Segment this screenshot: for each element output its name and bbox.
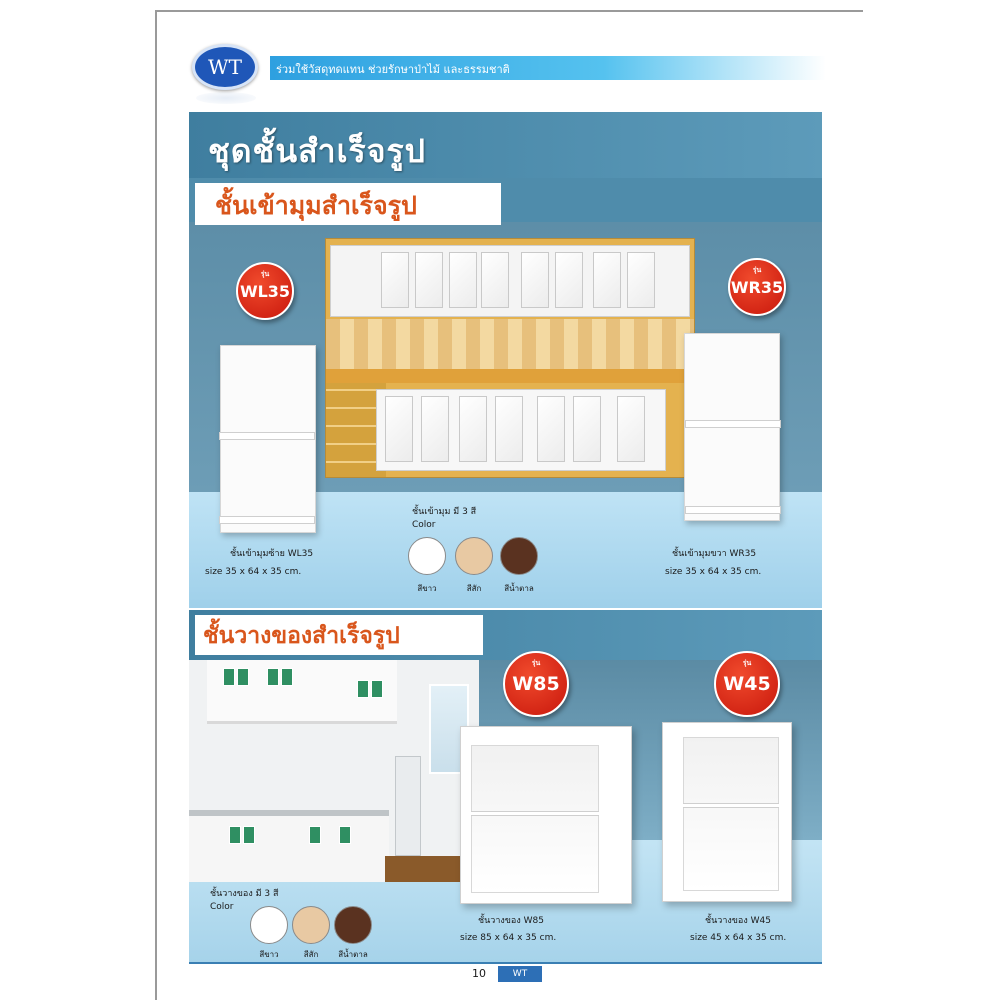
logo-text: WT	[208, 55, 242, 79]
swatch-teak	[292, 906, 330, 944]
model-badge-w45	[714, 651, 780, 717]
swatch-label-brown: สีน้ำตาล	[504, 584, 534, 593]
page-title: ชุดชั้นสำเร็จรูป	[208, 132, 426, 170]
badge-code: WR35	[730, 278, 784, 297]
wt-logo	[192, 44, 258, 90]
swatch-brown	[500, 537, 538, 575]
colors-heading: ชั้นวางของ มี 3 สี	[210, 889, 279, 899]
tagline-bar	[270, 56, 826, 80]
caption-wr35-name: ชั้นเข้ามุมขวา WR35	[672, 549, 757, 559]
refrigerator	[395, 756, 421, 856]
caption-wl35-name: ชั้นเข้ามุมซ้าย WL35	[230, 549, 314, 559]
page-frame-left	[155, 10, 157, 1000]
section-title-corner-shelves: ชั้นเข้ามุมสำเร็จรูป	[215, 191, 417, 220]
corner-shelf-wr35-image	[684, 333, 780, 521]
page-frame-top	[155, 10, 863, 12]
shelf-w45-image	[662, 722, 792, 902]
shelf-w85-image	[460, 726, 632, 904]
model-badge-w85	[503, 651, 569, 717]
corner-shelf-wl35-image	[220, 345, 316, 533]
badge-prefix: รุ่น	[752, 266, 762, 274]
swatch-white	[250, 906, 288, 944]
footer-rule	[189, 962, 822, 964]
countertop	[326, 369, 695, 383]
colors-subheading: Color	[412, 520, 436, 530]
footer-brand-tag: WT	[498, 966, 542, 982]
tile-backsplash	[326, 319, 695, 369]
kitchen-photo-white	[189, 660, 479, 882]
kitchen-photo-corner	[325, 238, 695, 478]
swatch-label-white: สีขาว	[259, 950, 279, 959]
upper-cabinets	[207, 660, 397, 724]
logo-reflection	[196, 92, 256, 104]
caption-wl35-size: size 35 x 64 x 35 cm.	[205, 567, 302, 577]
swatch-teak	[455, 537, 493, 575]
colors-subheading: Color	[210, 902, 234, 912]
badge-code: W45	[723, 673, 771, 695]
upper-cabinets	[330, 245, 690, 317]
model-badge-wl35	[236, 262, 294, 320]
swatch-label-teak: สีสัก	[466, 584, 482, 593]
badge-prefix: รุ่น	[531, 659, 541, 667]
colors-heading: ชั้นเข้ามุม มี 3 สี	[412, 507, 477, 517]
section-title-open-shelves: ชั้นวางของสำเร็จรูป	[203, 623, 400, 649]
swatch-white	[408, 537, 446, 575]
badge-prefix: รุ่น	[260, 270, 270, 278]
swatch-brown	[334, 906, 372, 944]
swatch-label-teak: สีสัก	[303, 950, 319, 959]
lower-cabinets	[189, 810, 389, 882]
swatch-label-white: สีขาว	[417, 584, 437, 593]
badge-code: W85	[512, 673, 560, 695]
lower-cabinets	[376, 389, 666, 471]
caption-w45-size: size 45 x 64 x 35 cm.	[690, 933, 787, 943]
page-number: 10	[472, 967, 486, 980]
caption-w85-name: ชั้นวางของ W85	[478, 916, 544, 926]
badge-prefix: รุ่น	[742, 659, 752, 667]
caption-w45-name: ชั้นวางของ W45	[705, 916, 771, 926]
page-header	[186, 40, 826, 100]
caption-w85-size: size 85 x 64 x 35 cm.	[460, 933, 557, 943]
caption-wr35-size: size 35 x 64 x 35 cm.	[665, 567, 762, 577]
tagline-text: ร่วมใช้วัสดุทดแทน ช่วยรักษาป่าไม้ และธรรมชาติ	[276, 63, 510, 76]
model-badge-wr35	[728, 258, 786, 316]
badge-code: WL35	[239, 282, 291, 301]
swatch-label-brown: สีน้ำตาล	[338, 950, 368, 959]
